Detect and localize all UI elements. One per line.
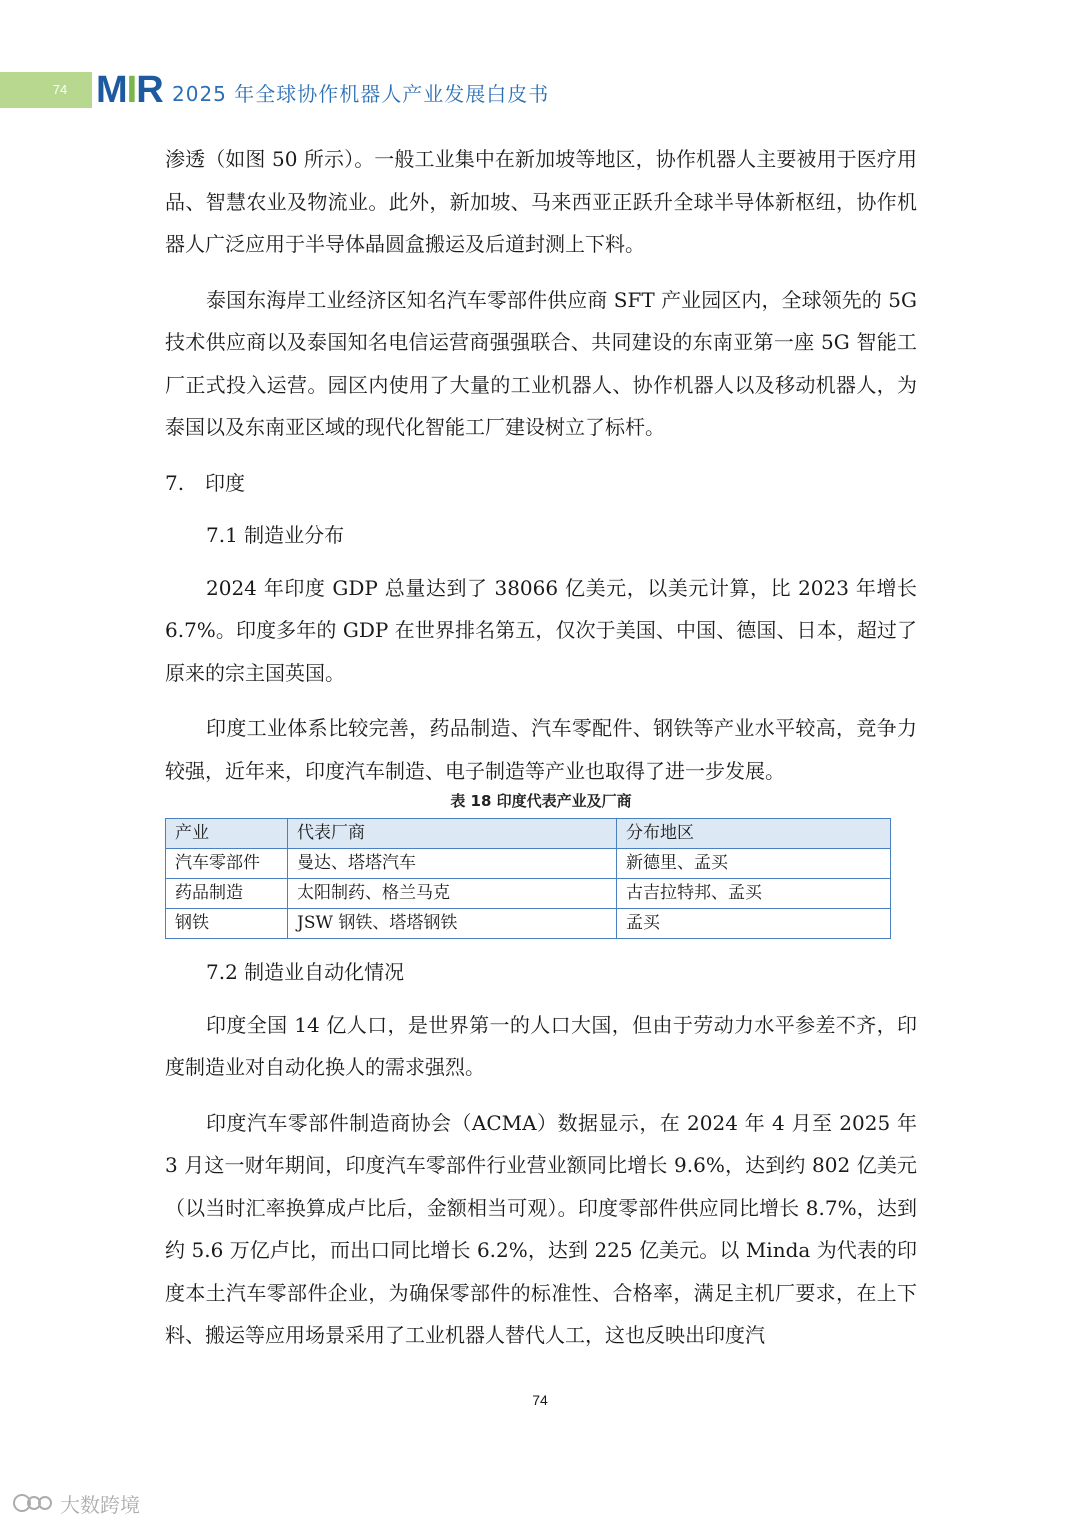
subsection-heading-7-1: 7.1 制造业分布 bbox=[206, 523, 345, 547]
paragraph-3: 2024 年印度 GDP 总量达到了 38066 亿美元，以美元计算，比 2023 年增长 6.7%。印度多年的 GDP 在世界排名第五，仅次于美国、中国、德国、日本，超过了原来的宗主国英国。 bbox=[165, 575, 917, 685]
footer-page-number: 74 bbox=[532, 1392, 548, 1408]
header-page-tab bbox=[0, 72, 92, 108]
table-header-cell: 产业 bbox=[166, 819, 288, 849]
section-number: 7. bbox=[165, 470, 185, 495]
watermark-text: 大数跨境 bbox=[60, 1492, 140, 1517]
watermark-logo-icon bbox=[12, 1491, 54, 1515]
table-cell: 古吉拉特邦、孟买 bbox=[617, 879, 891, 909]
mir-logo: MIR bbox=[96, 69, 163, 111]
paragraph-6: 印度汽车零部件制造商协会（ACMA）数据显示，在 2024 年 4 月至 2025 年 3 月这一财年期间，印度汽车零部件行业营业额同比增长 9.6%，达到约 802 亿美元（以当时汇率换算成卢比后，金额相当可观）。印度零部件供应同比增长 8.7%，达到约 5.6 万亿卢比，而出口同比增长 6.2%，达到 225 亿美元。以 Minda 为代表的印度本土汽车零部件企业，为确保零部件的标准性、合格率，满足主机厂要求，在上下料、搬运等应用场景采用了工业机器人替代人工，这也反映出印度汽 bbox=[165, 1110, 917, 1347]
document-title: 2025 年全球协作机器人产业发展白皮书 bbox=[172, 82, 550, 106]
table-cell: 新德里、孟买 bbox=[617, 849, 891, 879]
industry-table bbox=[165, 818, 891, 939]
header-page-number: 74 bbox=[52, 82, 68, 97]
table-row bbox=[166, 849, 891, 879]
table-cell: 太阳制药、格兰马克 bbox=[288, 879, 617, 909]
section-heading-india bbox=[165, 462, 917, 505]
table-cell: 曼达、塔塔汽车 bbox=[288, 849, 617, 879]
table-cell: JSW 钢铁、塔塔钢铁 bbox=[288, 909, 617, 939]
table-caption: 表 18 印度代表产业及厂商 bbox=[450, 792, 632, 810]
table-cell: 钢铁 bbox=[166, 909, 288, 939]
subsection-heading-7-2: 7.2 制造业自动化情况 bbox=[206, 960, 405, 984]
page-content bbox=[165, 138, 917, 1370]
table-cell: 汽车零部件 bbox=[166, 849, 288, 879]
table-cell: 药品制造 bbox=[166, 879, 288, 909]
table-row bbox=[166, 909, 891, 939]
table-row bbox=[166, 879, 891, 909]
paragraph-5: 印度全国 14 亿人口，是世界第一的人口大国，但由于劳动力水平参差不齐，印度制造业对自动化换人的需求强烈。 bbox=[165, 1012, 917, 1079]
table-header-row bbox=[166, 819, 891, 849]
section-title: 印度 bbox=[205, 470, 245, 495]
table-header-cell: 代表厂商 bbox=[288, 819, 617, 849]
paragraph-2: 泰国东海岸工业经济区知名汽车零部件供应商 SFT 产业园区内，全球领先的 5G 技术供应商以及泰国知名电信运营商强强联合、共同建设的东南亚第一座 5G 智能工厂正式投入运营。园区内使用了大量的工业机器人、协作机器人以及移动机器人，为泰国以及东南亚区域的现代化智能工厂建设树立了标杆。 bbox=[165, 287, 917, 439]
paragraph-4: 印度工业体系比较完善，药品制造、汽车零配件、钢铁等产业水平较高，竞争力较强，近年来，印度汽车制造、电子制造等产业也取得了进一步发展。 bbox=[165, 716, 917, 783]
table-cell: 孟买 bbox=[617, 909, 891, 939]
watermark bbox=[12, 1488, 140, 1518]
table-header-cell: 分布地区 bbox=[617, 819, 891, 849]
paragraph-1: 渗透（如图 50 所示）。一般工业集中在新加坡等地区，协作机器人主要被用于医疗用品、智慧农业及物流业。此外，新加坡、马来西亚正跃升全球半导体新枢纽，协作机器人广泛应用于半导体晶圆盒搬运及后道封测上下料。 bbox=[165, 147, 917, 256]
